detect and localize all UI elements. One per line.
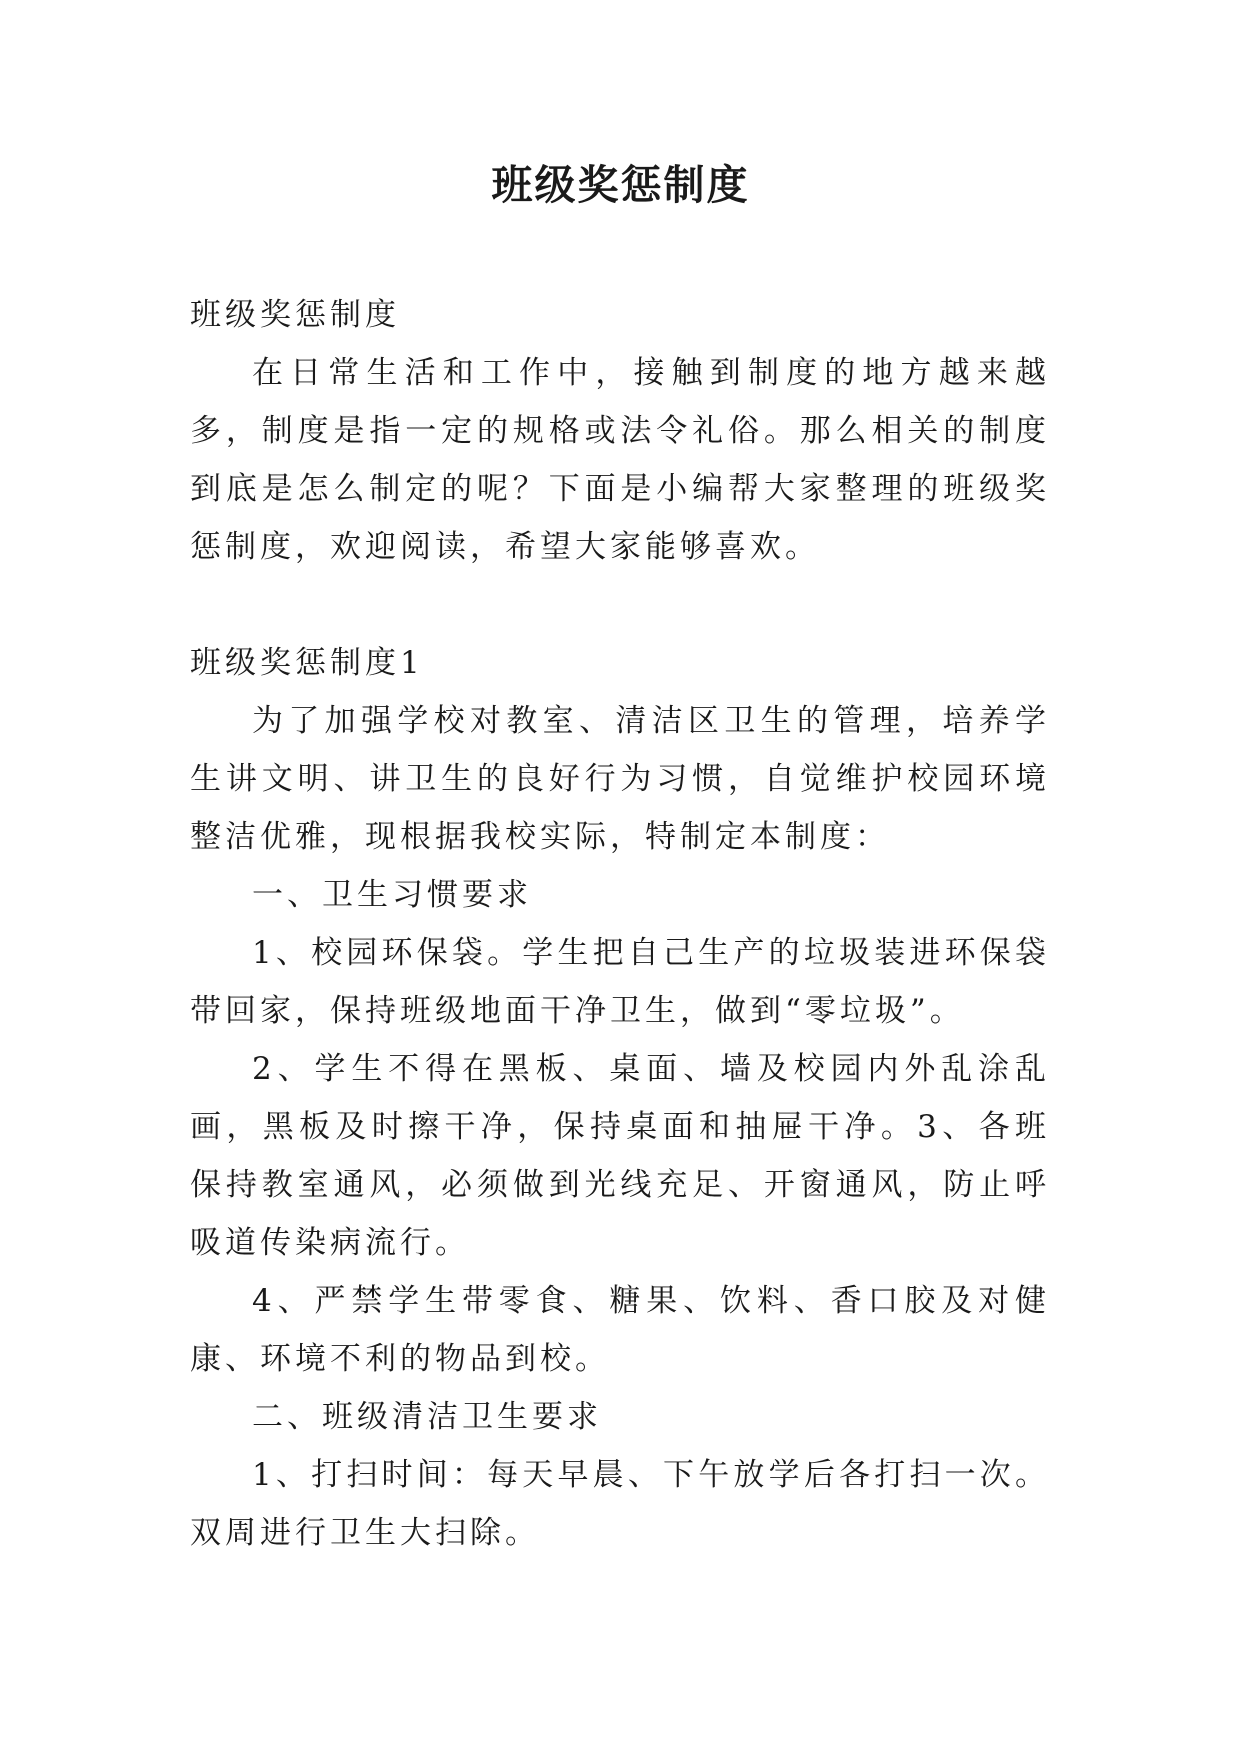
subsection-heading: 二、班级清洁卫生要求	[252, 1399, 602, 1435]
body-paragraph: 为了加强学校对教室、清洁区卫生的管理，培养学生讲文明、讲卫生的良好行为习惯，自觉维护校园环境整洁优雅，现根据我校实际，特制定本制度：	[190, 703, 1050, 855]
body-paragraph: 2、学生不得在黑板、桌面、墙及校园内外乱涂乱画，黑板及时擦干净，保持桌面和抽屉干净。3、各班保持教室通风，必须做到光线充足、开窗通风，防止呼吸道传染病流行。	[190, 1051, 1050, 1261]
body-paragraph: 1、校园环保袋。学生把自己生产的垃圾装进环保袋带回家，保持班级地面干净卫生，做到“零垃圾”。	[190, 935, 1050, 1029]
section-heading: 班级奖惩制度	[190, 297, 400, 333]
intro-paragraph: 在日常生活和工作中，接触到制度的地方越来越多，制度是指一定的规格或法令礼俗。那么相关的制度到底是怎么制定的呢？下面是小编帮大家整理的班级奖惩制度，欢迎阅读，希望大家能够喜欢。	[190, 355, 1050, 565]
body-paragraph: 1、打扫时间：每天早晨、下午放学后各打扫一次。双周进行卫生大扫除。	[190, 1457, 1050, 1551]
subsection-heading: 一、卫生习惯要求	[252, 877, 532, 913]
section-heading: 班级奖惩制度1	[190, 645, 424, 681]
paragraph-spacer	[190, 576, 1050, 634]
document-body	[190, 286, 1050, 1562]
body-paragraph: 4、严禁学生带零食、糖果、饮料、香口胶及对健康、环境不利的物品到校。	[190, 1283, 1050, 1377]
document-title: 班级奖惩制度	[491, 161, 750, 209]
